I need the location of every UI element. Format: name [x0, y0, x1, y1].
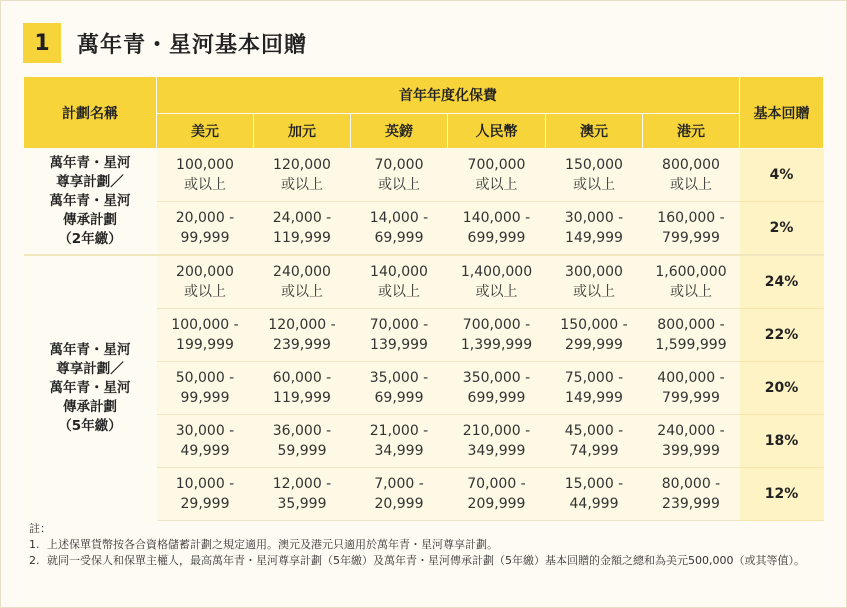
premium-value: 80,000 - — [661, 476, 721, 492]
premium-cell — [351, 362, 448, 415]
premium-value: 200,000 — [176, 264, 234, 280]
premium-value: 240,000 — [273, 264, 331, 280]
premium-cell — [351, 149, 448, 202]
premium-value: 149,999 — [565, 390, 623, 406]
premium-cell — [448, 149, 546, 202]
premium-value: 59,999 — [277, 443, 327, 459]
premium-cell — [643, 149, 740, 202]
premium-value: 69,999 — [374, 390, 424, 406]
premium-value: 或以上 — [475, 284, 518, 300]
rebate-table — [23, 76, 824, 521]
premium-value: 或以上 — [184, 177, 226, 193]
premium-value: 或以上 — [670, 177, 712, 193]
premium-value: 699,999 — [467, 390, 526, 406]
premium-value: 36,000 - — [272, 423, 332, 439]
premium-value: 34,999 — [374, 443, 424, 459]
premium-cell — [643, 309, 740, 362]
rebate-cell: 4% — [740, 149, 824, 202]
premium-cell — [351, 415, 448, 468]
note-item — [29, 553, 819, 569]
note-text: 就同一受保人和保單主權人，最高萬年青・星河尊享計劃（5年繳）及萬年青・星河傳承計劃（5年繳）基本回贈的金額之總和為美元500,000（或其等值）。 — [47, 554, 805, 567]
premium-value: 12,000 - — [272, 476, 332, 492]
premium-value: 1,400,000 — [460, 264, 533, 280]
premium-value: 30,000 - — [564, 210, 624, 226]
premium-value: 99,999 — [180, 390, 230, 406]
note-number: 1. — [29, 538, 40, 551]
premium-value: 700,000 - — [462, 317, 531, 333]
premium-value: 35,999 — [277, 496, 327, 512]
premium-value: 30,000 - — [175, 423, 235, 439]
premium-cell — [254, 362, 351, 415]
plan-name-line: 尊享計劃／ — [56, 360, 124, 377]
currency-header: 美元 — [157, 114, 254, 149]
premium-value: 349,999 — [467, 443, 526, 459]
premium-value: 1,599,999 — [655, 337, 727, 353]
premium-value: 29,999 — [180, 496, 230, 512]
rebate-cell: 12% — [740, 468, 824, 521]
premium-cell — [254, 309, 351, 362]
premium-cell — [546, 309, 643, 362]
plan-name-line: 傳承計劃 — [63, 212, 117, 228]
premium-value: 210,000 - — [462, 423, 531, 439]
premium-cell — [643, 202, 740, 256]
premium-cell — [448, 202, 546, 256]
currency-header: 澳元 — [546, 114, 643, 149]
premium-value: 119,999 — [273, 230, 331, 246]
premium-value: 299,999 — [565, 337, 623, 353]
premium-value: 45,000 - — [564, 423, 624, 439]
premium-value: 240,000 - — [657, 423, 725, 439]
premium-value: 10,000 - — [175, 476, 235, 492]
premium-cell — [448, 415, 546, 468]
plan-name-line: 萬年青・星河 — [49, 341, 131, 358]
currency-header: 英鎊 — [351, 114, 448, 149]
premium-cell — [448, 362, 546, 415]
premium-value: 160,000 - — [657, 210, 725, 226]
rebate-cell: 20% — [740, 362, 824, 415]
premium-cell — [157, 362, 254, 415]
premium-value: 209,999 — [467, 496, 526, 512]
premium-value: 或以上 — [184, 284, 226, 300]
table-body — [24, 149, 824, 521]
premium-value: 7,000 - — [374, 476, 424, 492]
premium-value: 20,999 — [374, 496, 424, 512]
premium-value: 120,000 - — [268, 317, 336, 333]
premium-cell — [448, 255, 546, 309]
premium-value: 139,999 — [370, 337, 428, 353]
premium-value: 35,000 - — [369, 370, 429, 386]
premium-value: 50,000 - — [175, 370, 235, 386]
premium-value: 140,000 - — [462, 210, 531, 226]
premium-value: 350,000 - — [462, 370, 531, 386]
premium-cell — [546, 255, 643, 309]
premium-cell — [546, 468, 643, 521]
premium-cell — [254, 468, 351, 521]
premium-value: 44,999 — [569, 496, 619, 512]
premium-cell — [351, 309, 448, 362]
plan-name-line: 尊享計劃／ — [56, 174, 124, 190]
premium-value: 或以上 — [378, 284, 420, 300]
premium-value: 或以上 — [475, 177, 518, 193]
note-item — [29, 537, 819, 553]
premium-value: 799,999 — [662, 390, 720, 406]
plan-name-line: 傳承計劃 — [63, 398, 117, 415]
premium-value: 或以上 — [573, 284, 615, 300]
note-text: 上述保單貨幣按各合資格儲蓄計劃之規定適用。澳元及港元只適用於萬年青・星河尊享計劃。 — [47, 538, 498, 551]
premium-value: 100,000 — [176, 157, 234, 173]
premium-cell — [351, 255, 448, 309]
premium-cell — [254, 202, 351, 256]
premium-value: 400,000 - — [657, 370, 725, 386]
premium-value: 60,000 - — [272, 370, 332, 386]
premium-cell — [643, 415, 740, 468]
section-header — [23, 21, 307, 65]
premium-cell — [448, 468, 546, 521]
premium-cell — [157, 468, 254, 521]
plan-name-line: （5年繳） — [58, 417, 122, 434]
premium-value: 75,000 - — [564, 370, 624, 386]
rebate-cell: 18% — [740, 415, 824, 468]
premium-value: 1,600,000 — [655, 264, 727, 280]
premium-value: 399,999 — [662, 443, 720, 459]
premium-cell — [351, 468, 448, 521]
plan-name-header: 計劃名稱 — [24, 77, 157, 149]
premium-value: 140,000 — [370, 264, 428, 280]
premium-cell — [157, 202, 254, 256]
premium-value: 800,000 - — [657, 317, 725, 333]
premium-value: 或以上 — [670, 284, 712, 300]
section-number-badge: 1 — [23, 23, 61, 63]
premium-value: 14,000 - — [369, 210, 429, 226]
notes-heading: 註： — [29, 522, 51, 535]
premium-cell — [546, 362, 643, 415]
premium-value: 300,000 — [565, 264, 623, 280]
premium-cell — [254, 149, 351, 202]
premium-cell — [254, 415, 351, 468]
premium-value: 或以上 — [573, 177, 615, 193]
premium-value: 100,000 - — [171, 317, 239, 333]
plan-name-line: （2年繳） — [58, 231, 122, 247]
table-row — [24, 255, 824, 309]
plan-name-line: 萬年青・星河 — [49, 379, 131, 396]
premium-value: 150,000 - — [560, 317, 628, 333]
rebate-cell: 2% — [740, 202, 824, 256]
premium-cell — [546, 149, 643, 202]
premium-cell — [643, 362, 740, 415]
premium-value: 700,000 — [467, 157, 526, 173]
premium-value: 74,999 — [569, 443, 619, 459]
premium-value: 239,999 — [273, 337, 331, 353]
premium-value: 或以上 — [281, 284, 323, 300]
premium-cell — [157, 255, 254, 309]
premium-value: 1,399,999 — [460, 337, 533, 353]
section-title: 萬年青・星河基本回贈 — [77, 32, 308, 58]
currency-header: 港元 — [643, 114, 740, 149]
currency-header: 加元 — [254, 114, 351, 149]
plan-name-cell — [24, 255, 157, 521]
premium-value: 或以上 — [281, 177, 323, 193]
premium-value: 120,000 — [273, 157, 331, 173]
rebate-cell: 22% — [740, 309, 824, 362]
premium-cell — [448, 309, 546, 362]
premium-value: 799,999 — [662, 230, 720, 246]
premium-value: 70,000 — [374, 157, 424, 173]
footnotes — [29, 521, 819, 569]
premium-value: 21,000 - — [369, 423, 429, 439]
premium-value: 199,999 — [176, 337, 234, 353]
premium-cell — [157, 149, 254, 202]
premium-value: 49,999 — [180, 443, 230, 459]
premium-cell — [157, 309, 254, 362]
premium-cell — [351, 202, 448, 256]
premium-value: 119,999 — [273, 390, 331, 406]
premium-value: 149,999 — [565, 230, 623, 246]
premium-value: 15,000 - — [564, 476, 624, 492]
note-number: 2. — [29, 554, 40, 567]
premium-value: 800,000 — [662, 157, 720, 173]
table-row — [24, 149, 824, 202]
premium-value: 20,000 - — [175, 210, 235, 226]
premium-header: 首年年度化保費 — [157, 77, 740, 114]
premium-value: 24,000 - — [272, 210, 332, 226]
premium-value: 699,999 — [467, 230, 526, 246]
premium-cell — [546, 415, 643, 468]
rebate-header: 基本回贈 — [740, 77, 824, 149]
premium-value: 70,000 - — [369, 317, 429, 333]
premium-cell — [157, 415, 254, 468]
premium-value: 150,000 — [565, 157, 623, 173]
premium-value: 69,999 — [374, 230, 424, 246]
premium-value: 239,999 — [662, 496, 720, 512]
currency-header: 人民幣 — [448, 114, 546, 149]
plan-name-line: 萬年青・星河 — [49, 193, 131, 209]
premium-cell — [546, 202, 643, 256]
plan-name-line: 萬年青・星河 — [49, 155, 131, 171]
premium-cell — [643, 468, 740, 521]
premium-value: 99,999 — [180, 230, 230, 246]
premium-cell — [643, 255, 740, 309]
plan-name-cell — [24, 149, 157, 256]
rebate-cell: 24% — [740, 255, 824, 309]
premium-value: 70,000 - — [467, 476, 526, 492]
premium-value: 或以上 — [378, 177, 420, 193]
premium-cell — [254, 255, 351, 309]
